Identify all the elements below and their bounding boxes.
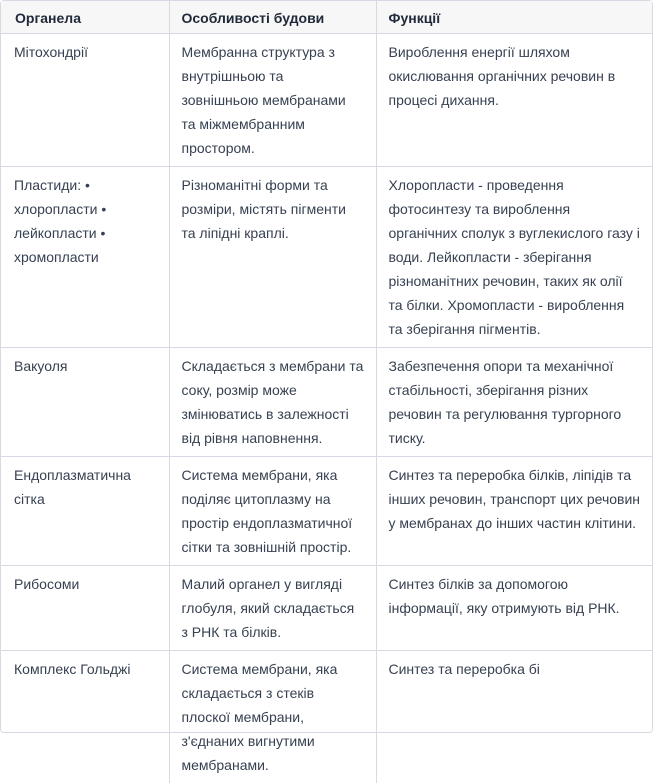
cell-functions: Вироблення енергії шляхом окислювання органічних речовин в процесі дихання.	[376, 34, 652, 167]
cell-organelle: Пластиди: • хлоропласти • лейкопласти • хромопласти	[1, 167, 169, 348]
cell-organelle: Комплекс Гольджі	[1, 651, 169, 783]
table-row	[1, 34, 652, 167]
cell-structure: Різноманітні форми та розміри, містять пігменти та ліпідні краплі.	[169, 167, 376, 348]
table-row	[1, 167, 652, 348]
header-functions: Функції	[376, 1, 652, 34]
cell-functions: Синтез та переробка білків, ліпідів та інших речовин, транспорт цих речовин у мембранах до інших частин клітини.	[376, 457, 652, 566]
cell-structure: Складається з мембрани та соку, розмір може змінюватись в залежності від рівня наповнення.	[169, 348, 376, 457]
table-row	[1, 348, 652, 457]
cell-structure: Система мембрани, яка складається з стеків плоскої мембрани, з'єднаних вигнутими мембранами.	[169, 651, 376, 783]
cell-organelle: Вакуоля	[1, 348, 169, 457]
table-row	[1, 651, 652, 783]
cell-organelle: Мітохондрії	[1, 34, 169, 167]
header-structure: Особливості будови	[169, 1, 376, 34]
table-row	[1, 566, 652, 651]
table-header-row	[1, 1, 652, 34]
cell-structure: Система мембрани, яка поділяє цитоплазму на простір ендоплазматичної сітки та зовнішній простір.	[169, 457, 376, 566]
cell-structure: Малий органел у вигляді глобуля, який складається з РНК та білків.	[169, 566, 376, 651]
cell-functions: Синтез білків за допомогою інформації, яку отримують від РНК.	[376, 566, 652, 651]
cell-functions: Хлоропласти - проведення фотосинтезу та вироблення органічних сполук з вуглекислого газу і води. Лейкопласти - зберігання різноманітних речовин, таких як олії та білки. Хромопласти - вироблення та зберігання пігментів.	[376, 167, 652, 348]
cell-functions: Забезпечення опори та механічної стабільності, зберігання різних речовин та регулювання тургорного тиску.	[376, 348, 652, 457]
cell-functions: Синтез та переробка бі	[376, 651, 652, 783]
cell-organelle: Ендоплазматична сітка	[1, 457, 169, 566]
header-organelle: Органела	[1, 1, 169, 34]
organelles-table	[1, 1, 652, 783]
cell-organelle: Рибосоми	[1, 566, 169, 651]
table-row	[1, 457, 652, 566]
cell-structure: Мембранна структура з внутрішньою та зовнішньою мембранами та міжмембранним простором.	[169, 34, 376, 167]
